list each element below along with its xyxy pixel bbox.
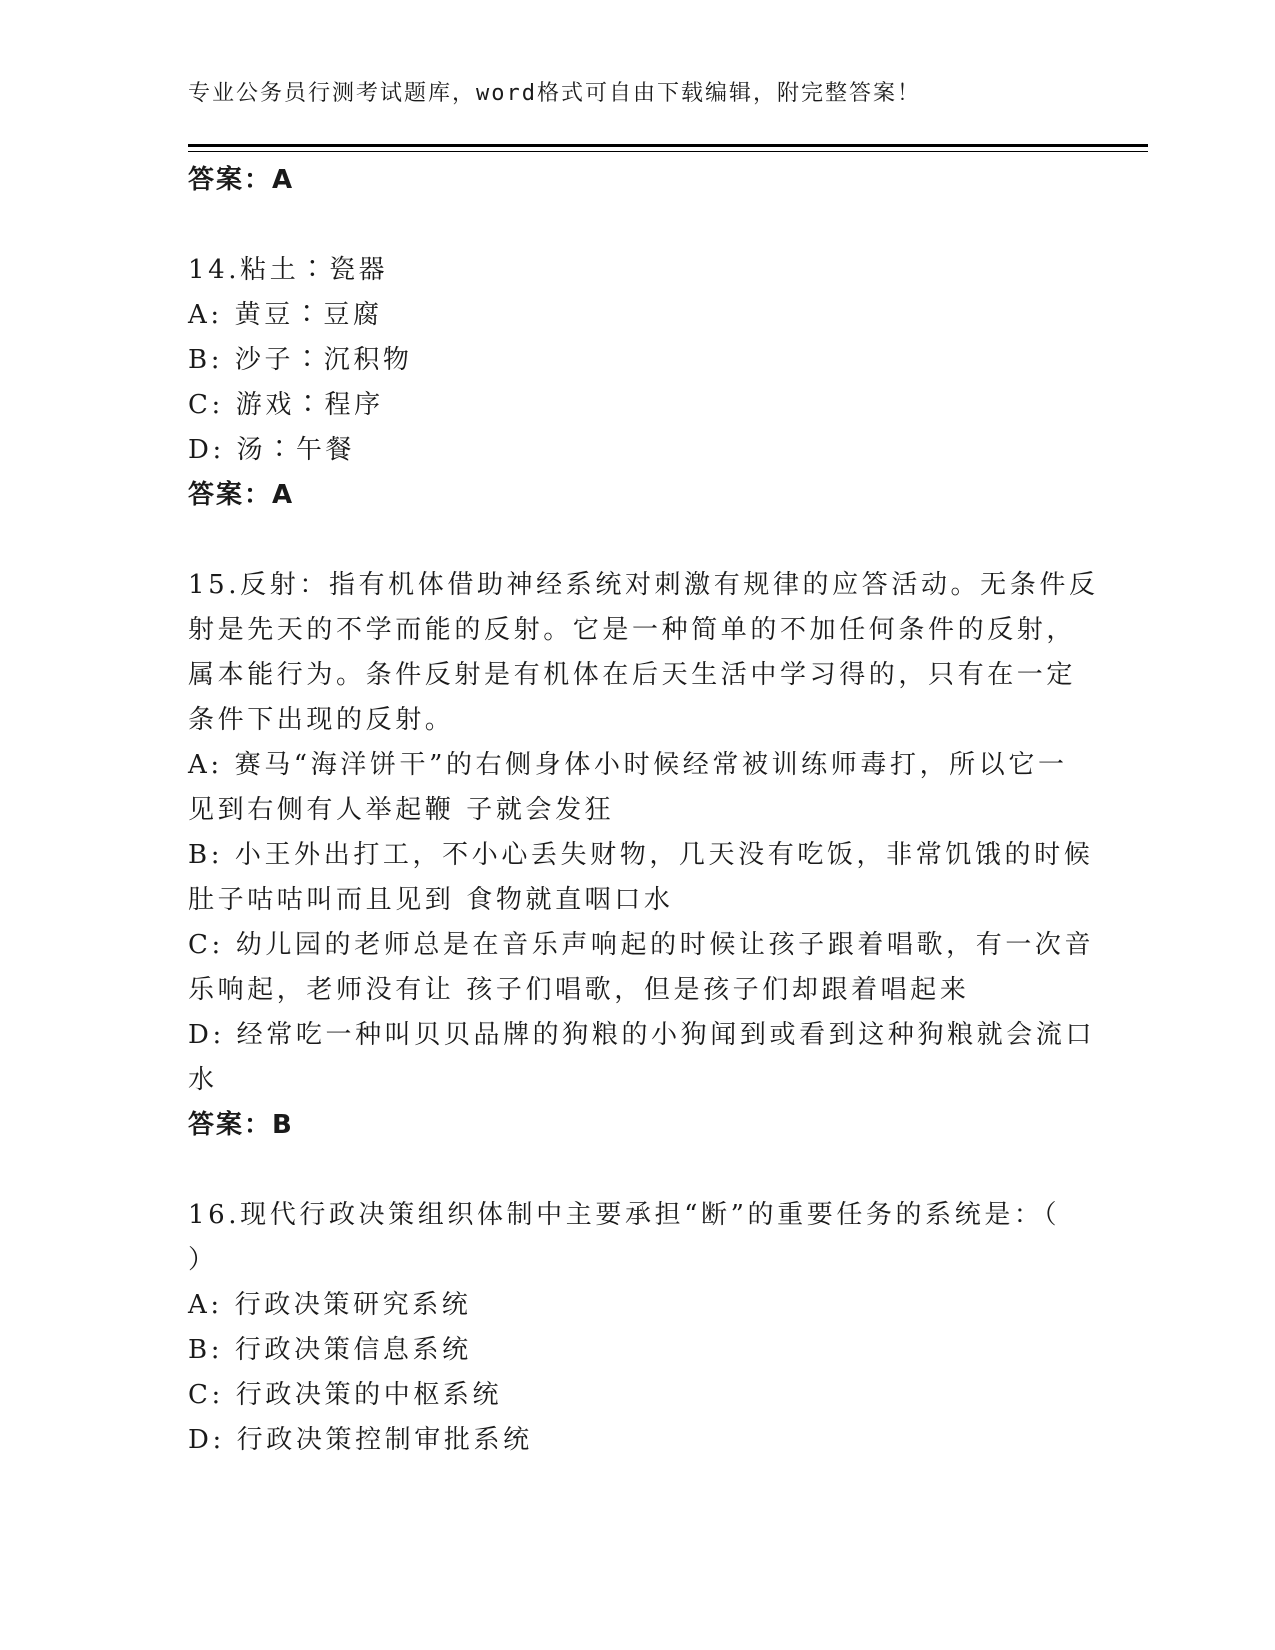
question-stem: 14.粘土∶瓷器 (188, 255, 389, 285)
question-stem: 属本能行为。条件反射是有机体在后天生活中学习得的，只有在一定 (188, 660, 1077, 690)
spacer (188, 203, 1068, 248)
answer-q14: 答案：A (188, 480, 295, 510)
header-rule-thick (188, 144, 1148, 147)
option-d: D: 经常吃一种叫贝贝品牌的狗粮的小狗闻到或看到这种狗粮就会流口 (188, 1020, 1096, 1050)
option-b: B: 小王外出打工，不小心丢失财物，几天没有吃饭，非常饥饿的时候 (188, 840, 1094, 870)
question-14 (188, 248, 1068, 518)
page-header: 专业公务员行测考试题库，word格式可自由下载编辑，附完整答案！ (188, 81, 921, 106)
question-15 (188, 563, 1099, 1148)
question-stem: 16.现代行政决策组织体制中主要承担“断”的重要任务的系统是：（ (188, 1200, 1061, 1230)
answer-q13: 答案：A (188, 165, 295, 195)
option-b: B: 行政决策信息系统 (188, 1335, 472, 1365)
option-d: D: 汤∶午餐 (188, 435, 356, 465)
question-stem: ） (188, 1245, 218, 1275)
option-a: A: 行政决策研究系统 (188, 1290, 472, 1320)
option-b-cont: 肚子咕咕叫而且见到 食物就直咽口水 (188, 885, 674, 915)
answer-q15: 答案：B (188, 1110, 294, 1140)
option-b: B: 沙子∶沉积物 (188, 345, 413, 375)
option-c-cont: 乐响起，老师没有让 孩子们唱歌，但是孩子们却跟着唱起来 (188, 975, 970, 1005)
spacer (188, 518, 1068, 563)
question-stem: 射是先天的不学而能的反射。它是一种简单的不加任何条件的反射， (188, 615, 1077, 645)
option-c: C: 行政决策的中枢系统 (188, 1380, 503, 1410)
question-16 (188, 1193, 1068, 1463)
header-rule-thin (188, 151, 1148, 152)
option-a: A: 赛马“海洋饼干”的右侧身体小时候经常被训练师毒打，所以它一 (188, 750, 1068, 780)
question-list (188, 158, 1099, 1463)
question-stem: 条件下出现的反射。 (188, 705, 455, 735)
option-a-cont: 见到右侧有人举起鞭 子就会发狂 (188, 795, 615, 825)
question-stem: 15.反射：指有机体借助神经系统对刺激有规律的应答活动。无条件反 (188, 570, 1099, 600)
option-d: D: 行政决策控制审批系统 (188, 1425, 533, 1455)
spacer (188, 1148, 1068, 1193)
option-a: A: 黄豆∶豆腐 (188, 300, 383, 330)
option-c: C: 游戏∶程序 (188, 390, 384, 420)
option-d-cont: 水 (188, 1065, 218, 1095)
option-c: C: 幼儿园的老师总是在音乐声响起的时候让孩子跟着唱歌，有一次音 (188, 930, 1095, 960)
